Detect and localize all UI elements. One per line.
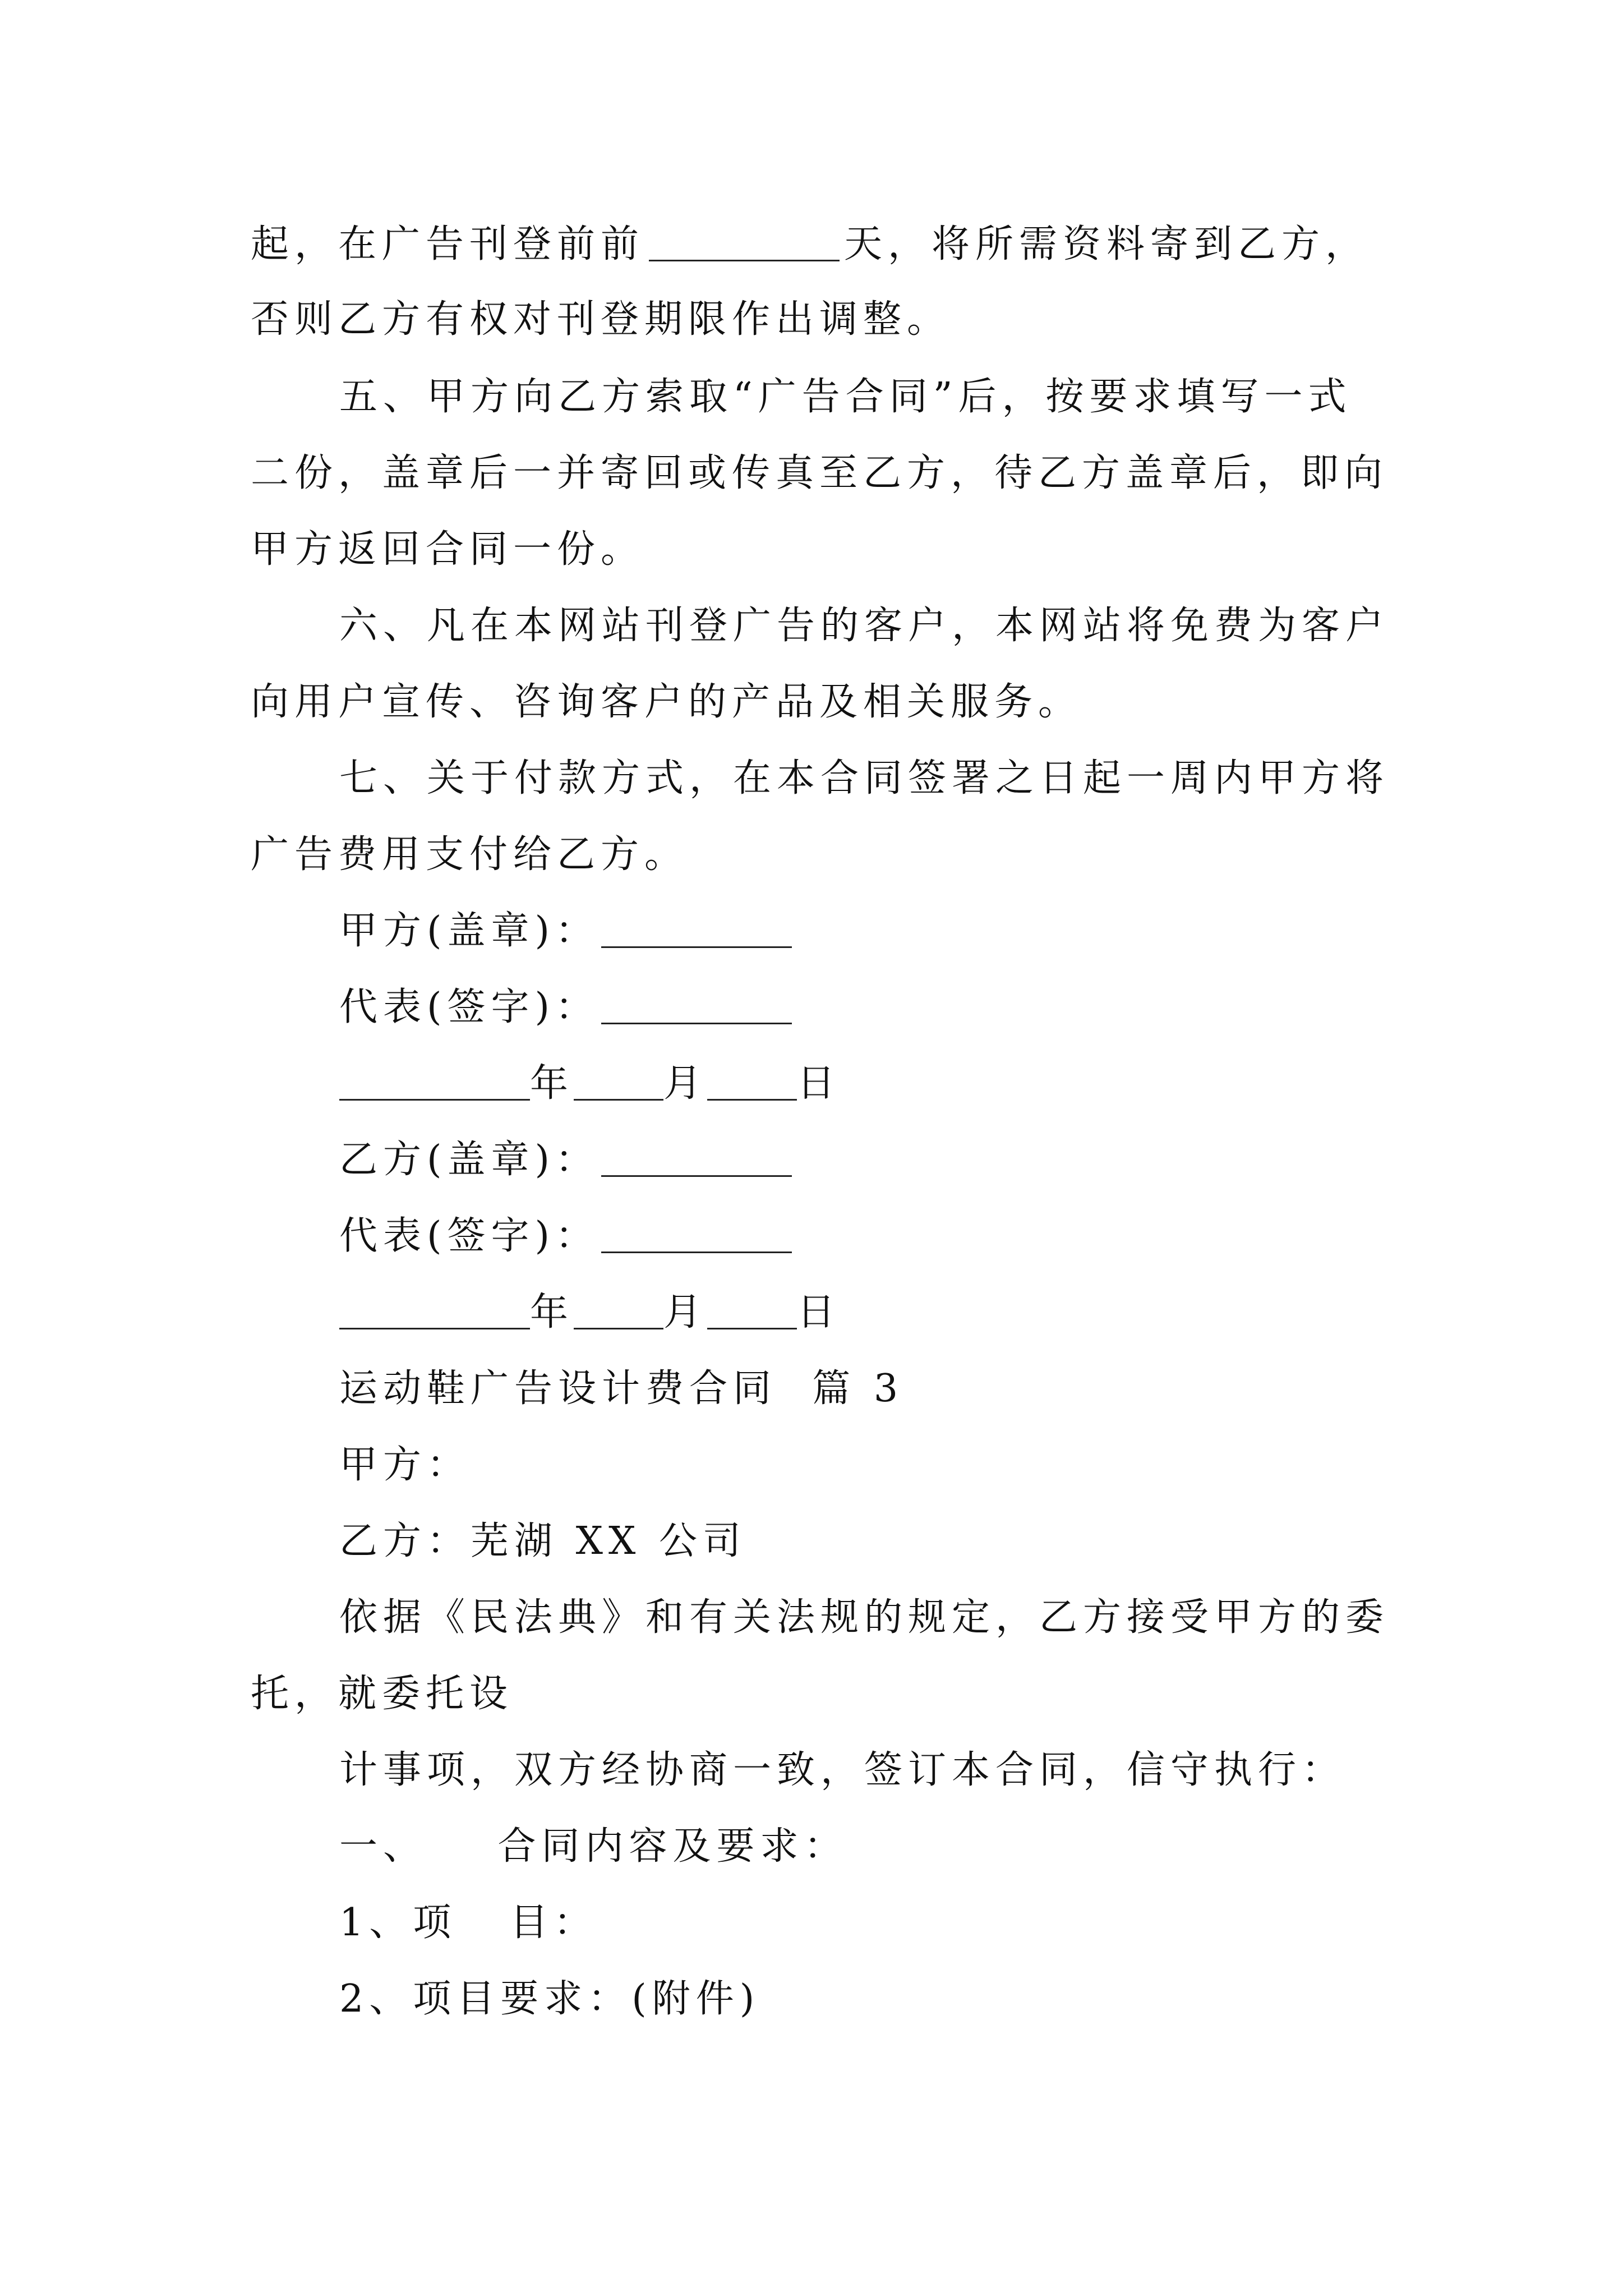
paragraph-line (251, 222, 1370, 266)
day-label: 日 (797, 1061, 841, 1106)
signature-label: 甲方(盖章)： (339, 909, 600, 953)
paragraph-line: 依据《民法典》和有关法规的规定，乙方接受甲方的委 (339, 1595, 1390, 1640)
day-blank (707, 1294, 797, 1329)
signature-label: 代表(签字)： (339, 985, 600, 1029)
party-a-line: 甲方： (339, 1443, 471, 1487)
day-blank (707, 1065, 797, 1101)
paragraph-line: 否则乙方有权对刊登期限作出调整。 (251, 297, 951, 342)
date-line (339, 1061, 841, 1106)
signature-line (339, 909, 792, 953)
paragraph-line: 五、甲方向乙方索取“广告合同”后，按要求填写一式 (339, 375, 1352, 419)
contract-title: 运动鞋广告设计费合同 篇 3 (339, 1366, 904, 1411)
paragraph-text: 起，在广告刊登前前 (251, 222, 645, 266)
signature-label: 代表(签字)： (339, 1214, 600, 1258)
signature-line (339, 1138, 792, 1182)
section-heading: 一、 合同内容及要求： (339, 1824, 848, 1869)
list-item: 2、项目要求：(附件) (339, 1977, 760, 2021)
signature-blank (601, 1218, 792, 1253)
signature-blank (601, 1142, 792, 1177)
party-b-line: 乙方：芜湖 XX 公司 (339, 1519, 747, 1563)
paragraph-line: 六、凡在本网站刊登广告的客户，本网站将免费为客户 (339, 604, 1390, 648)
signature-line (339, 1214, 792, 1258)
month-label: 月 (663, 1290, 708, 1335)
signature-blank (601, 989, 792, 1024)
year-blank (339, 1065, 530, 1101)
year-label: 年 (530, 1061, 574, 1106)
signature-line (339, 985, 792, 1029)
year-blank (339, 1294, 530, 1329)
signature-blank (601, 913, 792, 948)
fill-blank (649, 226, 840, 261)
paragraph-line: 向用户宣传、咨询客户的产品及相关服务。 (251, 680, 1082, 724)
signature-label: 乙方(盖章)： (339, 1138, 600, 1182)
month-blank (574, 1294, 663, 1329)
paragraph-line: 七、关于付款方式，在本合同签署之日起一周内甲方将 (339, 756, 1390, 800)
year-label: 年 (530, 1290, 574, 1335)
paragraph-text: 天，将所需资料寄到乙方， (844, 222, 1370, 266)
month-label: 月 (663, 1061, 708, 1106)
day-label: 日 (797, 1290, 841, 1335)
paragraph-line: 托，就委托设 (251, 1672, 514, 1716)
month-blank (574, 1065, 663, 1101)
date-line (339, 1290, 841, 1335)
paragraph-line: 二份，盖章后一并寄回或传真至乙方，待乙方盖章后，即向 (251, 451, 1389, 495)
paragraph-line: 甲方返回合同一份。 (251, 527, 645, 572)
paragraph-line: 计事项，双方经协商一致，签订本合同，信守执行： (339, 1748, 1346, 1792)
list-item: 1、项 目： (339, 1901, 598, 1945)
paragraph-line: 广告费用支付给乙方。 (251, 832, 689, 877)
